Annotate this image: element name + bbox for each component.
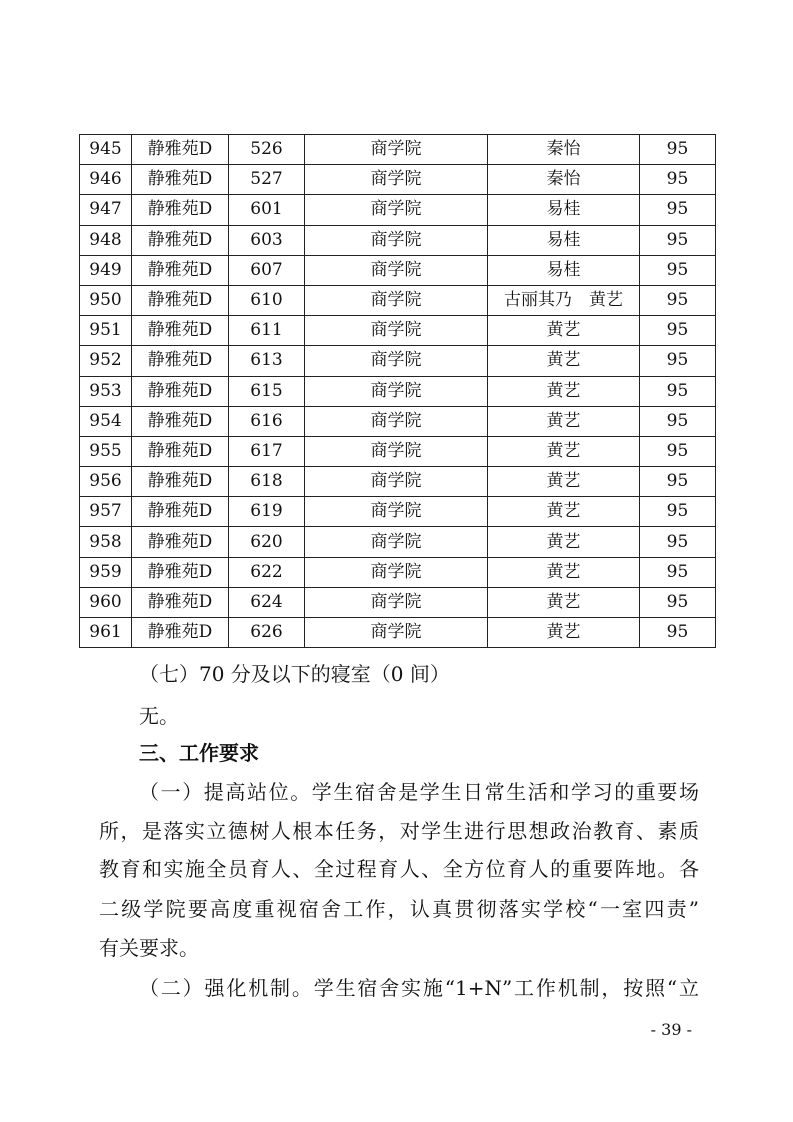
para1-line1: （一）提高站位。学生宿舍是学生日常生活和学习的重要场: [139, 780, 699, 804]
room-cell: 620: [229, 527, 305, 557]
college-cell: 商学院: [305, 346, 488, 376]
inspector-cell: 黄艺: [488, 346, 640, 376]
building-cell: 静雅苑D: [132, 587, 229, 617]
inspector-cell: 黄艺: [488, 557, 640, 587]
score-cell: 95: [640, 285, 716, 315]
score-cell: 95: [640, 497, 716, 527]
score-cell: 95: [640, 436, 716, 466]
college-cell: 商学院: [305, 467, 488, 497]
row-number-cell: 959: [80, 557, 132, 587]
score-cell: 95: [640, 346, 716, 376]
table-row: [80, 165, 716, 195]
para1-line4: 二级学院要高度重视宿舍工作，认真贯彻落实学校“一室四责”: [99, 897, 699, 921]
college-cell: 商学院: [305, 165, 488, 195]
college-cell: 商学院: [305, 406, 488, 436]
score-cell: 95: [640, 165, 716, 195]
inspector-cell: 黄艺: [488, 436, 640, 466]
inspector-cell: 黄艺: [488, 587, 640, 617]
section7-content: 无。: [139, 704, 179, 728]
building-cell: 静雅苑D: [132, 285, 229, 315]
section7-title: （七）70 分及以下的寝室（0 间）: [139, 662, 450, 686]
college-cell: 商学院: [305, 376, 488, 406]
college-cell: 商学院: [305, 255, 488, 285]
row-number-cell: 954: [80, 406, 132, 436]
room-cell: 527: [229, 165, 305, 195]
building-cell: 静雅苑D: [132, 165, 229, 195]
para2-line1: （二）强化机制。学生宿舍实施“1+N”工作机制，按照“立: [139, 976, 699, 1000]
row-number-cell: 952: [80, 346, 132, 376]
room-cell: 616: [229, 406, 305, 436]
table-row: [80, 225, 716, 255]
table-row: [80, 285, 716, 315]
table-row: [80, 376, 716, 406]
table-row: [80, 195, 716, 225]
score-cell: 95: [640, 195, 716, 225]
building-cell: 静雅苑D: [132, 557, 229, 587]
table-row: [80, 587, 716, 617]
row-number-cell: 955: [80, 436, 132, 466]
row-number-cell: 961: [80, 618, 132, 648]
room-cell: 610: [229, 285, 305, 315]
college-cell: 商学院: [305, 135, 488, 165]
row-number-cell: 958: [80, 527, 132, 557]
building-cell: 静雅苑D: [132, 195, 229, 225]
row-number-cell: 951: [80, 316, 132, 346]
inspector-cell: 黄艺: [488, 618, 640, 648]
building-cell: 静雅苑D: [132, 346, 229, 376]
inspector-cell: 黄艺: [488, 406, 640, 436]
inspector-cell: 黄艺: [488, 376, 640, 406]
row-number-cell: 945: [80, 135, 132, 165]
building-cell: 静雅苑D: [132, 497, 229, 527]
building-cell: 静雅苑D: [132, 467, 229, 497]
room-cell: 615: [229, 376, 305, 406]
college-cell: 商学院: [305, 285, 488, 315]
table-row: [80, 436, 716, 466]
row-number-cell: 953: [80, 376, 132, 406]
room-cell: 619: [229, 497, 305, 527]
score-cell: 95: [640, 135, 716, 165]
room-cell: 611: [229, 316, 305, 346]
inspector-cell: 古丽其乃 黄艺: [488, 285, 640, 315]
score-cell: 95: [640, 618, 716, 648]
college-cell: 商学院: [305, 557, 488, 587]
score-cell: 95: [640, 467, 716, 497]
score-cell: 95: [640, 527, 716, 557]
para1-line3: 教育和实施全员育人、全过程育人、全方位育人的重要阵地。各: [99, 857, 699, 881]
table-row: [80, 527, 716, 557]
inspector-cell: 秦怡: [488, 135, 640, 165]
inspector-cell: 黄艺: [488, 497, 640, 527]
building-cell: 静雅苑D: [132, 376, 229, 406]
building-cell: 静雅苑D: [132, 618, 229, 648]
table-body: [80, 135, 716, 648]
row-number-cell: 950: [80, 285, 132, 315]
room-cell: 601: [229, 195, 305, 225]
inspector-cell: 黄艺: [488, 467, 640, 497]
building-cell: 静雅苑D: [132, 436, 229, 466]
table-row: [80, 618, 716, 648]
inspector-cell: 易桂: [488, 255, 640, 285]
table-row: [80, 316, 716, 346]
inspector-cell: 黄艺: [488, 527, 640, 557]
college-cell: 商学院: [305, 316, 488, 346]
building-cell: 静雅苑D: [132, 135, 229, 165]
score-cell: 95: [640, 225, 716, 255]
score-cell: 95: [640, 255, 716, 285]
college-cell: 商学院: [305, 527, 488, 557]
college-cell: 商学院: [305, 225, 488, 255]
room-cell: 618: [229, 467, 305, 497]
row-number-cell: 957: [80, 497, 132, 527]
row-number-cell: 947: [80, 195, 132, 225]
college-cell: 商学院: [305, 587, 488, 617]
section3-heading: 三、工作要求: [139, 741, 259, 765]
building-cell: 静雅苑D: [132, 316, 229, 346]
table-row: [80, 557, 716, 587]
page-number: - 39 -: [650, 1020, 692, 1039]
room-cell: 603: [229, 225, 305, 255]
college-cell: 商学院: [305, 195, 488, 225]
inspector-cell: 易桂: [488, 195, 640, 225]
score-cell: 95: [640, 316, 716, 346]
row-number-cell: 949: [80, 255, 132, 285]
table-row: [80, 497, 716, 527]
table-row: [80, 255, 716, 285]
row-number-cell: 956: [80, 467, 132, 497]
room-cell: 526: [229, 135, 305, 165]
score-cell: 95: [640, 376, 716, 406]
row-number-cell: 948: [80, 225, 132, 255]
building-cell: 静雅苑D: [132, 406, 229, 436]
score-cell: 95: [640, 406, 716, 436]
room-cell: 626: [229, 618, 305, 648]
table-row: [80, 467, 716, 497]
dorm-score-table: [79, 134, 716, 648]
room-cell: 624: [229, 587, 305, 617]
row-number-cell: 946: [80, 165, 132, 195]
table-row: [80, 135, 716, 165]
para1-line5: 有关要求。: [99, 936, 199, 960]
score-cell: 95: [640, 557, 716, 587]
inspector-cell: 黄艺: [488, 316, 640, 346]
building-cell: 静雅苑D: [132, 527, 229, 557]
building-cell: 静雅苑D: [132, 255, 229, 285]
college-cell: 商学院: [305, 497, 488, 527]
room-cell: 613: [229, 346, 305, 376]
score-cell: 95: [640, 587, 716, 617]
table-row: [80, 406, 716, 436]
inspector-cell: 秦怡: [488, 165, 640, 195]
inspector-cell: 易桂: [488, 225, 640, 255]
building-cell: 静雅苑D: [132, 225, 229, 255]
college-cell: 商学院: [305, 618, 488, 648]
room-cell: 607: [229, 255, 305, 285]
college-cell: 商学院: [305, 436, 488, 466]
room-cell: 617: [229, 436, 305, 466]
room-cell: 622: [229, 557, 305, 587]
table-row: [80, 346, 716, 376]
para1-line2: 所，是落实立德树人根本任务，对学生进行思想政治教育、素质: [99, 819, 699, 843]
row-number-cell: 960: [80, 587, 132, 617]
